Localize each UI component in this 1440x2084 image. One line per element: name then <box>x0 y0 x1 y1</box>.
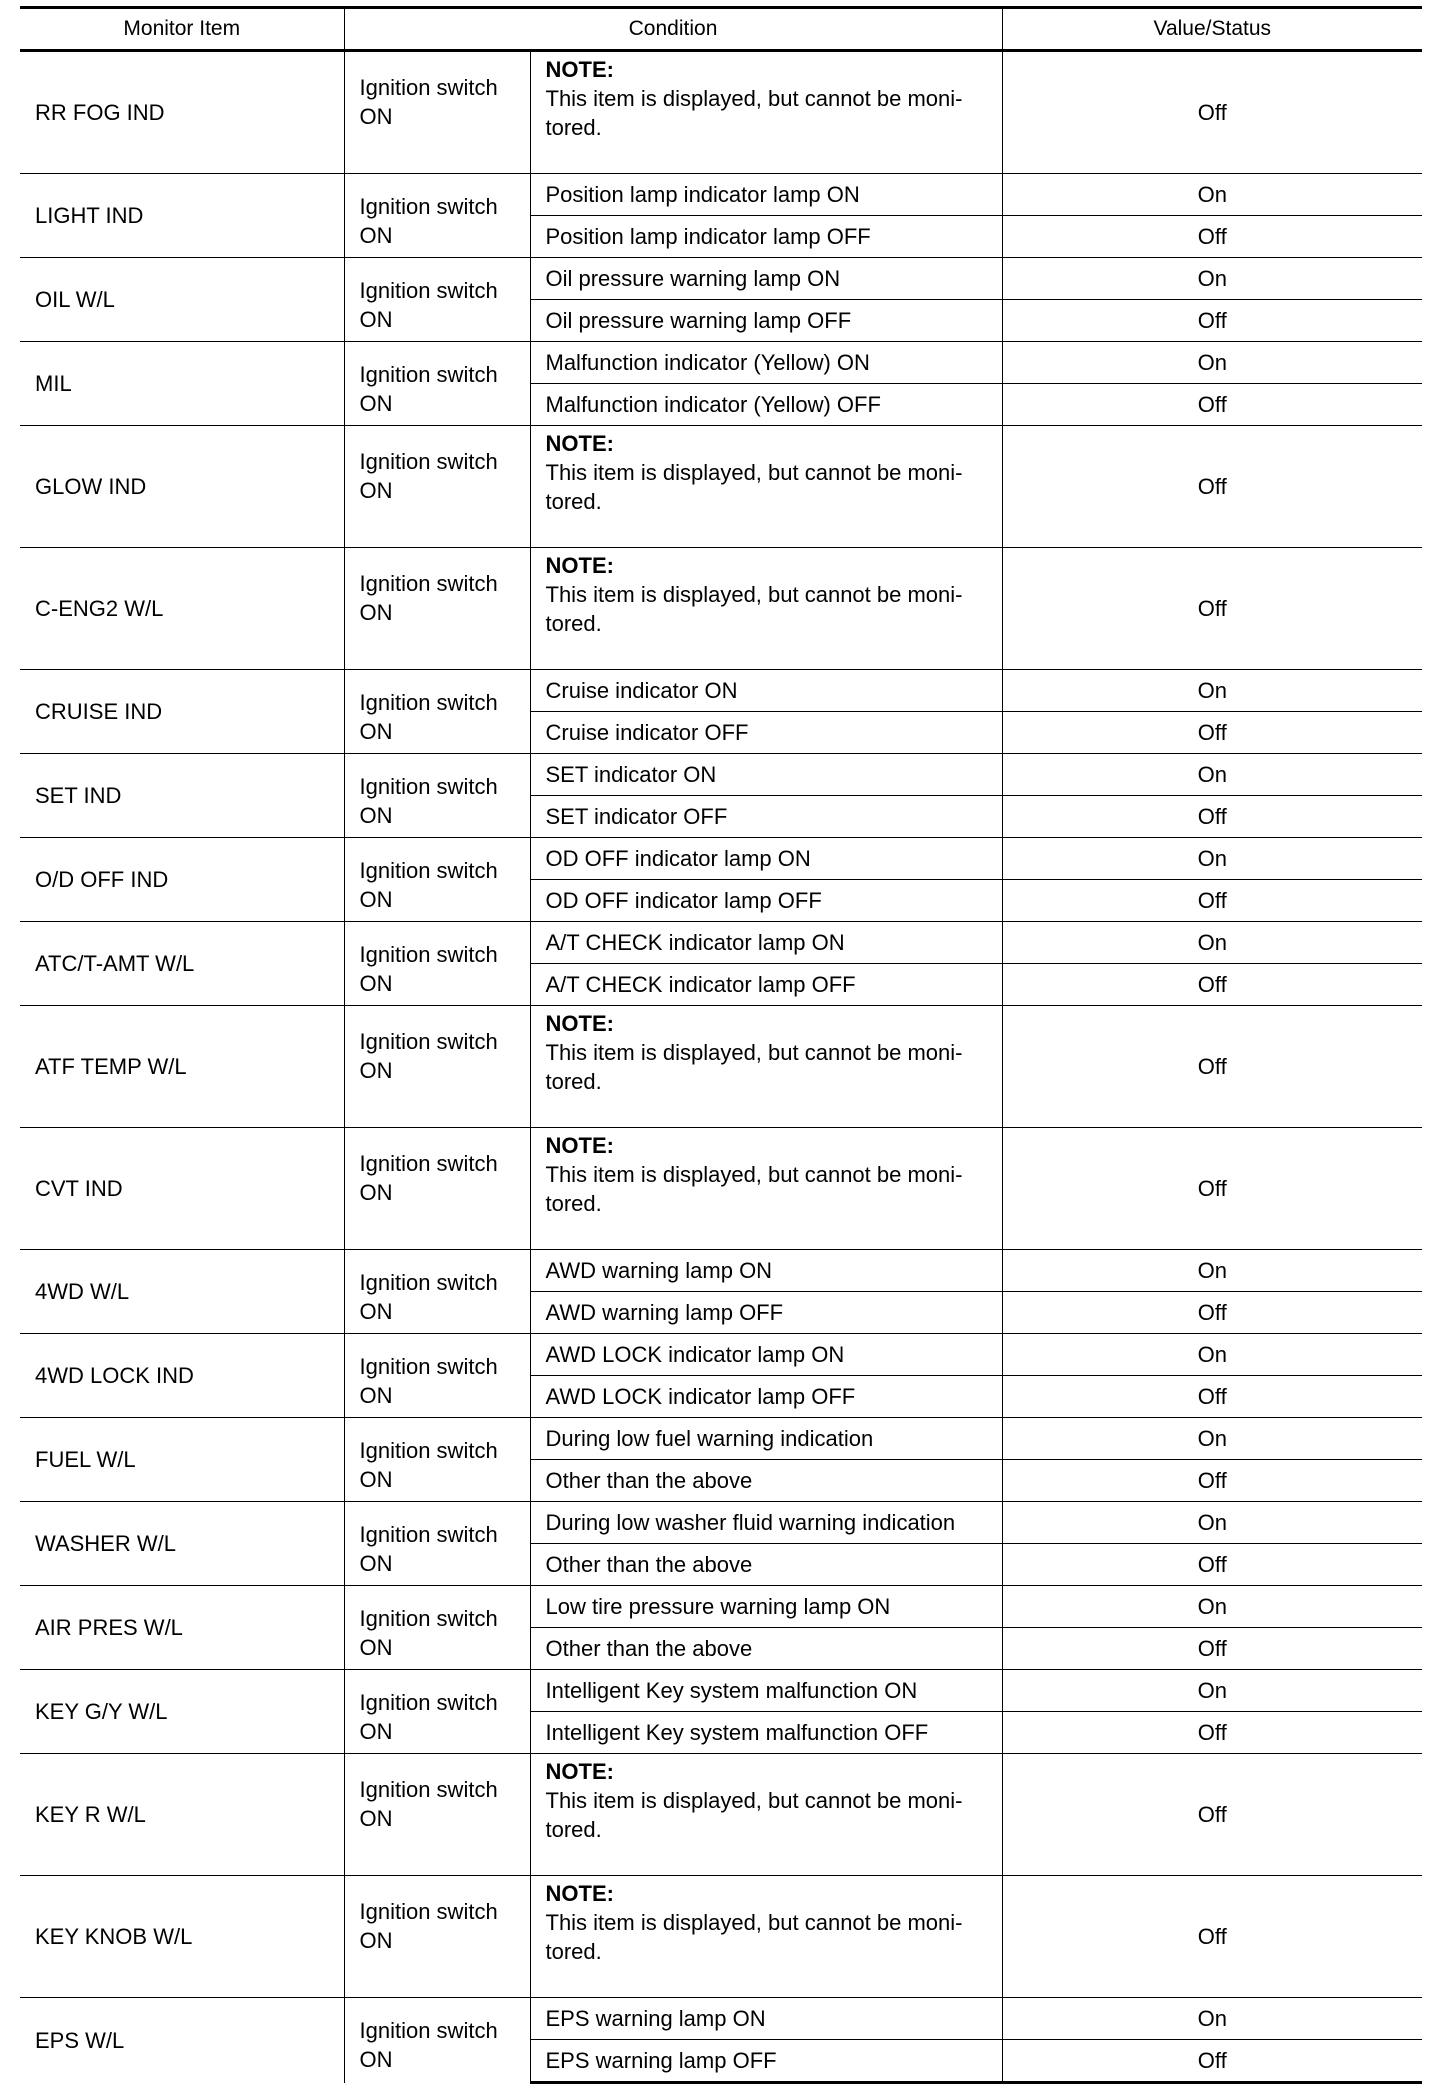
table-row <box>20 1998 1422 2040</box>
value-status-cell: Off <box>1002 1754 1422 1876</box>
table-header-row <box>20 8 1422 51</box>
monitor-item-cell: EPS W/L <box>20 1998 344 2083</box>
condition-off-cell: Other than the above <box>530 1460 1002 1502</box>
value-on-cell: On <box>1002 838 1422 880</box>
table-row <box>20 754 1422 796</box>
condition-on-cell: AWD warning lamp ON <box>530 1250 1002 1292</box>
monitor-item-cell: LIGHT IND <box>20 174 344 258</box>
condition-on-cell: Position lamp indicator lamp ON <box>530 174 1002 216</box>
value-on-cell: On <box>1002 922 1422 964</box>
table-row <box>20 342 1422 384</box>
table-row <box>20 174 1422 216</box>
note-condition-cell <box>530 426 1002 548</box>
ignition-condition-cell: Ignition switch ON <box>344 1998 530 2083</box>
table-row <box>20 1754 1422 1876</box>
ignition-condition-cell: Ignition switch ON <box>344 174 530 258</box>
value-on-cell: On <box>1002 1998 1422 2040</box>
value-on-cell: On <box>1002 1670 1422 1712</box>
condition-on-cell: Malfunction indicator (Yellow) ON <box>530 342 1002 384</box>
table-row <box>20 1670 1422 1712</box>
ignition-condition-cell: Ignition switch ON <box>344 1876 530 1998</box>
ignition-condition-cell: Ignition switch ON <box>344 922 530 1006</box>
monitor-item-table <box>20 6 1422 2084</box>
monitor-item-cell: SET IND <box>20 754 344 838</box>
monitor-item-cell: KEY G/Y W/L <box>20 1670 344 1754</box>
note-label: NOTE: <box>545 1881 614 1906</box>
ignition-condition-cell: Ignition switch ON <box>344 754 530 838</box>
value-off-cell: Off <box>1002 964 1422 1006</box>
condition-off-cell: AWD LOCK indicator lamp OFF <box>530 1376 1002 1418</box>
value-off-cell: Off <box>1002 1460 1422 1502</box>
ignition-condition-cell: Ignition switch ON <box>344 670 530 754</box>
table-row <box>20 1334 1422 1376</box>
value-on-cell: On <box>1002 1586 1422 1628</box>
table-row <box>20 1006 1422 1128</box>
value-on-cell: On <box>1002 174 1422 216</box>
monitor-table-sheet <box>20 6 1422 2084</box>
monitor-item-cell: CVT IND <box>20 1128 344 1250</box>
ignition-condition-cell: Ignition switch ON <box>344 1502 530 1586</box>
value-off-cell: Off <box>1002 880 1422 922</box>
condition-off-cell: Intelligent Key system malfunction OFF <box>530 1712 1002 1754</box>
monitor-item-cell: 4WD W/L <box>20 1250 344 1334</box>
value-off-cell: Off <box>1002 1544 1422 1586</box>
condition-on-cell: During low fuel warning indication <box>530 1418 1002 1460</box>
value-on-cell: On <box>1002 1334 1422 1376</box>
condition-on-cell: AWD LOCK indicator lamp ON <box>530 1334 1002 1376</box>
value-status-cell: Off <box>1002 1006 1422 1128</box>
ignition-condition-cell: Ignition switch ON <box>344 1250 530 1334</box>
monitor-item-cell: CRUISE IND <box>20 670 344 754</box>
monitor-item-cell: KEY R W/L <box>20 1754 344 1876</box>
condition-off-cell: EPS warning lamp OFF <box>530 2040 1002 2083</box>
monitor-item-cell: ATC/T-AMT W/L <box>20 922 344 1006</box>
condition-on-cell: SET indicator ON <box>530 754 1002 796</box>
value-status-cell: Off <box>1002 548 1422 670</box>
table-row <box>20 670 1422 712</box>
condition-off-cell: OD OFF indicator lamp OFF <box>530 880 1002 922</box>
note-text: This item is displayed, but cannot be moni-tored. <box>545 1910 963 1964</box>
value-off-cell: Off <box>1002 1376 1422 1418</box>
condition-on-cell: OD OFF indicator lamp ON <box>530 838 1002 880</box>
value-off-cell: Off <box>1002 712 1422 754</box>
monitor-item-cell: KEY KNOB W/L <box>20 1876 344 1998</box>
note-condition-cell <box>530 548 1002 670</box>
value-off-cell: Off <box>1002 2040 1422 2083</box>
note-label: NOTE: <box>545 431 614 456</box>
note-text: This item is displayed, but cannot be moni-tored. <box>545 1162 963 1216</box>
note-condition-cell <box>530 1876 1002 1998</box>
note-label: NOTE: <box>545 553 614 578</box>
ignition-condition-cell: Ignition switch ON <box>344 1334 530 1418</box>
table-row <box>20 1876 1422 1998</box>
ignition-condition-cell: Ignition switch ON <box>344 258 530 342</box>
value-status-cell: Off <box>1002 1876 1422 1998</box>
header-monitor-item: Monitor Item <box>20 8 344 51</box>
note-condition-cell <box>530 51 1002 174</box>
monitor-item-cell: GLOW IND <box>20 426 344 548</box>
value-on-cell: On <box>1002 754 1422 796</box>
table-row <box>20 922 1422 964</box>
condition-off-cell: Cruise indicator OFF <box>530 712 1002 754</box>
value-status-cell: Off <box>1002 1128 1422 1250</box>
condition-off-cell: AWD warning lamp OFF <box>530 1292 1002 1334</box>
value-status-cell: Off <box>1002 51 1422 174</box>
header-condition: Condition <box>344 8 1002 51</box>
table-row <box>20 838 1422 880</box>
monitor-item-cell: OIL W/L <box>20 258 344 342</box>
condition-on-cell: Cruise indicator ON <box>530 670 1002 712</box>
monitor-item-cell: 4WD LOCK IND <box>20 1334 344 1418</box>
value-off-cell: Off <box>1002 796 1422 838</box>
table-row <box>20 51 1422 174</box>
ignition-condition-cell: Ignition switch ON <box>344 1128 530 1250</box>
note-label: NOTE: <box>545 57 614 82</box>
table-body <box>20 51 1422 2083</box>
ignition-condition-cell: Ignition switch ON <box>344 426 530 548</box>
condition-off-cell: Position lamp indicator lamp OFF <box>530 216 1002 258</box>
value-on-cell: On <box>1002 1250 1422 1292</box>
monitor-item-cell: FUEL W/L <box>20 1418 344 1502</box>
condition-on-cell: Oil pressure warning lamp ON <box>530 258 1002 300</box>
monitor-item-cell: AIR PRES W/L <box>20 1586 344 1670</box>
note-text: This item is displayed, but cannot be moni-tored. <box>545 1788 963 1842</box>
ignition-condition-cell: Ignition switch ON <box>344 1586 530 1670</box>
condition-on-cell: During low washer fluid warning indication <box>530 1502 1002 1544</box>
value-off-cell: Off <box>1002 384 1422 426</box>
monitor-item-cell: WASHER W/L <box>20 1502 344 1586</box>
value-on-cell: On <box>1002 1418 1422 1460</box>
table-row <box>20 548 1422 670</box>
value-on-cell: On <box>1002 258 1422 300</box>
ignition-condition-cell: Ignition switch ON <box>344 1754 530 1876</box>
note-text: This item is displayed, but cannot be moni-tored. <box>545 86 963 140</box>
monitor-item-cell: O/D OFF IND <box>20 838 344 922</box>
value-on-cell: On <box>1002 670 1422 712</box>
condition-off-cell: Other than the above <box>530 1544 1002 1586</box>
note-label: NOTE: <box>545 1011 614 1036</box>
table-row <box>20 1128 1422 1250</box>
value-off-cell: Off <box>1002 216 1422 258</box>
note-condition-cell <box>530 1128 1002 1250</box>
note-label: NOTE: <box>545 1759 614 1784</box>
condition-on-cell: A/T CHECK indicator lamp ON <box>530 922 1002 964</box>
table-row <box>20 1586 1422 1628</box>
header-value-status: Value/Status <box>1002 8 1422 51</box>
value-status-cell: Off <box>1002 426 1422 548</box>
monitor-item-cell: ATF TEMP W/L <box>20 1006 344 1128</box>
condition-on-cell: Low tire pressure warning lamp ON <box>530 1586 1002 1628</box>
note-text: This item is displayed, but cannot be moni-tored. <box>545 1040 963 1094</box>
note-text: This item is displayed, but cannot be moni-tored. <box>545 460 963 514</box>
ignition-condition-cell: Ignition switch ON <box>344 838 530 922</box>
table-row <box>20 258 1422 300</box>
value-off-cell: Off <box>1002 300 1422 342</box>
monitor-item-cell: C-ENG2 W/L <box>20 548 344 670</box>
ignition-condition-cell: Ignition switch ON <box>344 342 530 426</box>
condition-on-cell: EPS warning lamp ON <box>530 1998 1002 2040</box>
table-row <box>20 426 1422 548</box>
condition-off-cell: Malfunction indicator (Yellow) OFF <box>530 384 1002 426</box>
monitor-item-cell: RR FOG IND <box>20 51 344 174</box>
condition-off-cell: Oil pressure warning lamp OFF <box>530 300 1002 342</box>
value-on-cell: On <box>1002 342 1422 384</box>
value-off-cell: Off <box>1002 1712 1422 1754</box>
ignition-condition-cell: Ignition switch ON <box>344 1418 530 1502</box>
table-row <box>20 1502 1422 1544</box>
table-row <box>20 1250 1422 1292</box>
condition-off-cell: A/T CHECK indicator lamp OFF <box>530 964 1002 1006</box>
value-on-cell: On <box>1002 1502 1422 1544</box>
ignition-condition-cell: Ignition switch ON <box>344 548 530 670</box>
note-label: NOTE: <box>545 1133 614 1158</box>
condition-off-cell: SET indicator OFF <box>530 796 1002 838</box>
condition-on-cell: Intelligent Key system malfunction ON <box>530 1670 1002 1712</box>
note-condition-cell <box>530 1006 1002 1128</box>
note-condition-cell <box>530 1754 1002 1876</box>
ignition-condition-cell: Ignition switch ON <box>344 51 530 174</box>
ignition-condition-cell: Ignition switch ON <box>344 1670 530 1754</box>
value-off-cell: Off <box>1002 1292 1422 1334</box>
ignition-condition-cell: Ignition switch ON <box>344 1006 530 1128</box>
table-row <box>20 1418 1422 1460</box>
value-off-cell: Off <box>1002 1628 1422 1670</box>
monitor-item-cell: MIL <box>20 342 344 426</box>
condition-off-cell: Other than the above <box>530 1628 1002 1670</box>
note-text: This item is displayed, but cannot be moni-tored. <box>545 582 963 636</box>
